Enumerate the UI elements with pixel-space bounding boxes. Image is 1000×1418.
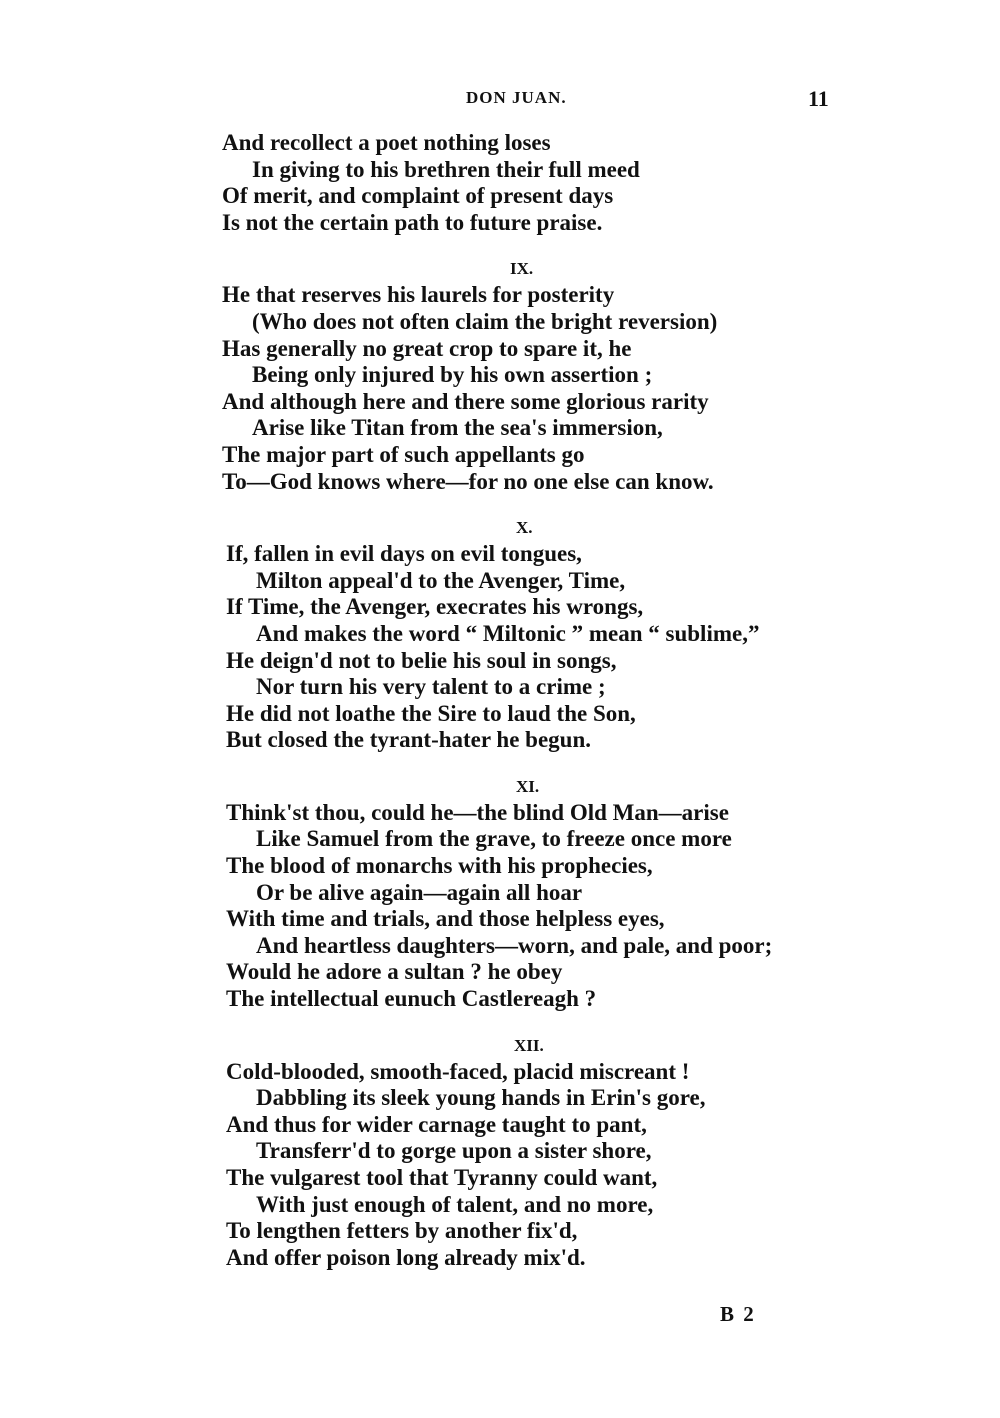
verse-line: He deign'd not to belie his soul in songs,	[226, 647, 617, 673]
verse-line: Is not the certain path to future praise.	[222, 209, 603, 235]
stanza-x	[226, 515, 1000, 754]
verse-line: If Time, the Avenger, execrates his wrongs,	[226, 594, 644, 620]
verse-line: He did not loathe the Sire to laud the Son,	[226, 700, 636, 726]
verse-line: To lengthen fetters by another fix'd,	[226, 1218, 578, 1244]
verse-line: In giving to his brethren their full meed	[252, 156, 640, 182]
verse-line: The intellectual eunuch Castlereagh ?	[226, 986, 597, 1012]
verse-line: Think'st thou, could he—the blind Old Man—arise	[226, 799, 729, 825]
verse-line: The blood of monarchs with his prophecies,	[226, 853, 653, 879]
verse-line: To—God knows where—for no one else can know.	[222, 468, 714, 494]
stanza-viii-end	[222, 130, 1000, 236]
stanza-number: IX.	[510, 259, 534, 279]
verse-line: Being only injured by his own assertion ;	[252, 362, 653, 388]
verse-line: The major part of such appellants go	[222, 441, 585, 467]
verse-line: Arise like Titan from the sea's immersion,	[252, 415, 663, 441]
verse-line: Or be alive again—again all hoar	[256, 879, 583, 905]
verse-line: And although here and there some glorious rarity	[222, 388, 709, 414]
verse-line: Would he adore a sultan ? he obey	[226, 959, 563, 985]
verse-line: Dabbling its sleek young hands in Erin's gore,	[256, 1085, 706, 1111]
stanza-xii	[226, 1033, 1000, 1272]
verse-line: If, fallen in evil days on evil tongues,	[226, 541, 582, 567]
stanza-number: XII.	[514, 1035, 544, 1055]
verse-line: (Who does not often claim the bright reversion)	[252, 308, 718, 334]
poem-text	[0, 130, 1000, 1271]
stanza-ix	[222, 256, 1000, 495]
verse-line: Of merit, and complaint of present days	[222, 183, 614, 209]
verse-line: With just enough of talent, and no more,	[256, 1191, 654, 1217]
signature-mark: B 2	[720, 1302, 756, 1326]
verse-line: And recollect a poet nothing loses	[222, 130, 551, 155]
verse-line: And thus for wider carnage taught to pant,	[226, 1111, 647, 1137]
verse-line: Nor turn his very talent to a crime ;	[256, 674, 606, 700]
verse-line: Like Samuel from the grave, to freeze once more	[256, 826, 732, 852]
verse-line: Cold-blooded, smooth-faced, placid miscreant !	[226, 1058, 690, 1084]
verse-line: And heartless daughters—worn, and pale, and poor;	[256, 932, 773, 958]
verse-line: Milton appeal'd to the Avenger, Time,	[256, 567, 626, 593]
stanza-number: XI.	[516, 776, 540, 796]
verse-line: Has generally no great crop to spare it, he	[222, 335, 632, 361]
verse-line: With time and trials, and those helpless eyes,	[226, 906, 665, 932]
verse-line: The vulgarest tool that Tyranny could want,	[226, 1165, 658, 1190]
verse-line: Transferr'd to gorge upon a sister shore,	[256, 1138, 652, 1164]
stanza-number: X.	[516, 518, 533, 538]
verse-line: He that reserves his laurels for posterity	[222, 282, 615, 308]
verse-line: But closed the tyrant-hater he begun.	[226, 727, 592, 753]
running-title: DON JUAN.	[466, 88, 567, 107]
stanza-xi	[226, 774, 1000, 1013]
running-head	[0, 88, 1000, 116]
verse-line: And offer poison long already mix'd.	[226, 1244, 586, 1270]
verse-line: And makes the word “ Miltonic ” mean “ sublime,”	[256, 620, 760, 646]
page-number: 11	[808, 86, 829, 111]
